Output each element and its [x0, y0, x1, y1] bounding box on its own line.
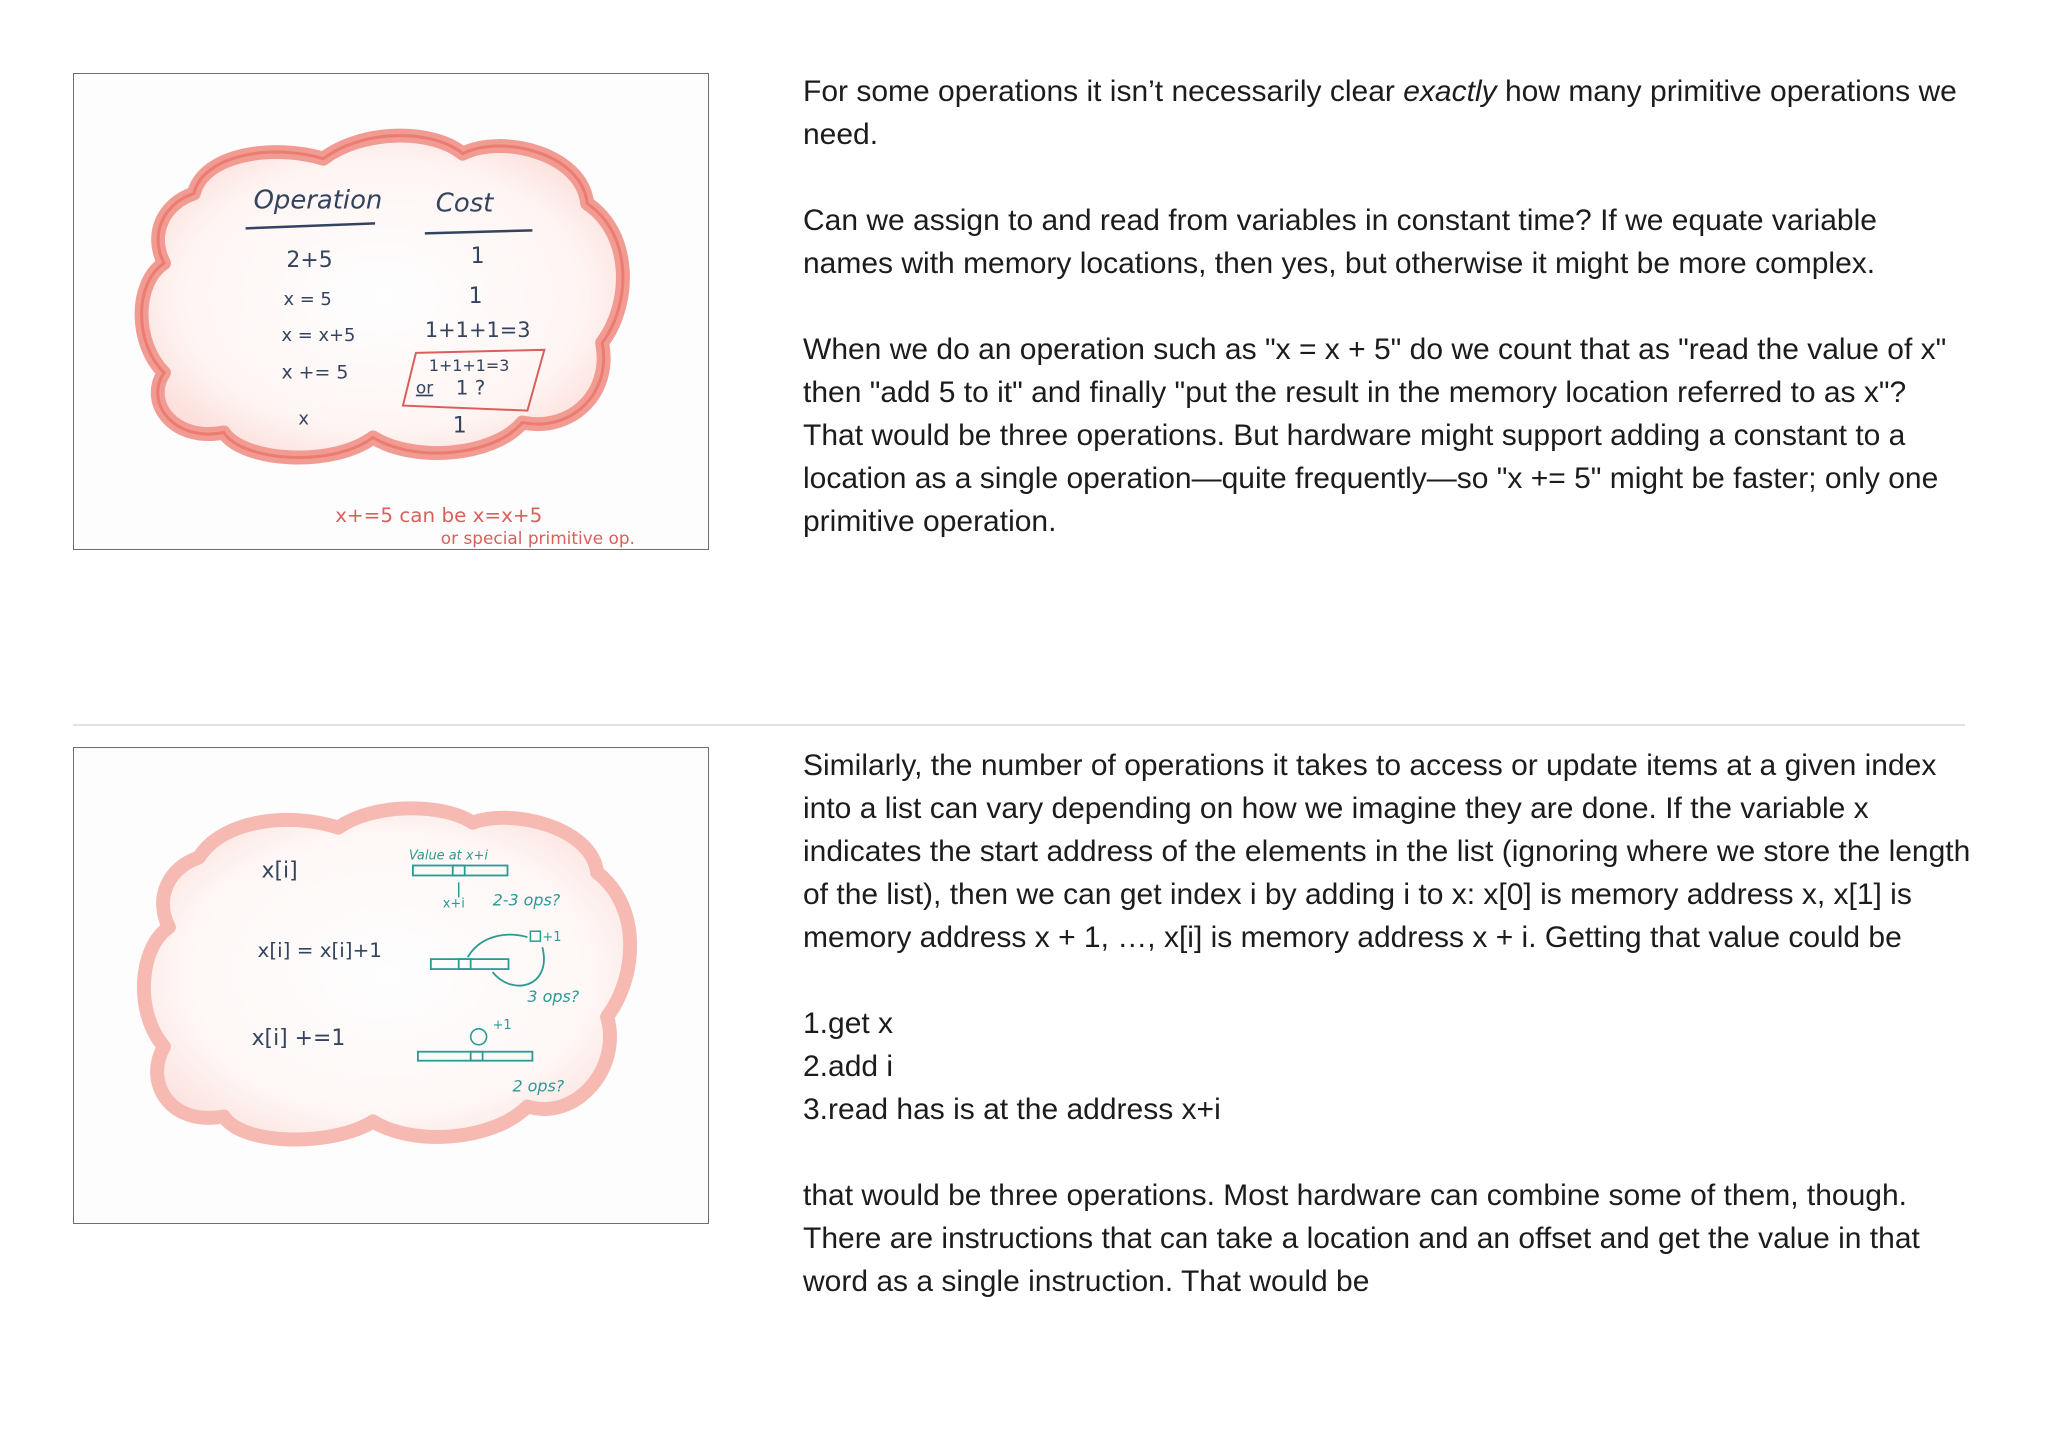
paragraph-x-plus-5: When we do an operation such as "x = x + 5" do we count that as "read the value of x" then "add 5 to it" and finally "put the result in the memory location referred to as x"? That would be three operations. But hardware might support adding a constant to a location as a single operation—quite frequently—so "x += 5" might be faster; only one primitive operation.: [803, 333, 1947, 538]
row-op-2: x = 5: [283, 289, 332, 311]
header-operation: Operation: [253, 185, 383, 216]
row-cost-1: 1: [470, 244, 485, 270]
emphasis-text: exactly: [1403, 75, 1497, 108]
expr3-ops: 2 ops?: [512, 1076, 565, 1096]
note-line-2: or special primitive op.: [440, 528, 635, 549]
paragraph-hardware-combine: that would be three operations. Most hardware can combine some of them, though. There are instructions that can take a location and an offset and get the value in that word as a single instruction. That would be: [803, 1179, 1920, 1298]
paragraph-text: For some operations it isn’t necessarily clear: [803, 75, 1404, 108]
expr3-plus: +1: [492, 1017, 512, 1033]
notes-section-1: [803, 70, 1973, 543]
operation-cost-sketch: [74, 74, 708, 549]
expr-x-i: x[i]: [261, 858, 298, 884]
row-op-1: 2+5: [286, 248, 333, 274]
label-value-at: Value at x+i: [408, 848, 488, 864]
expr-plus-assign: x[i] +=1: [251, 1025, 346, 1051]
paragraph-list-indexing: Similarly, the number of operations it takes to access or update items at a given index into a list can vary depending on how we imagine they are done. If the variable x indicates the start address of the elements in the list (ignoring where we store the length of the list), then we can get index i by adding i to x: x[0] is memory address x, x[1] is memory address x + 1, …, x[i] is memory address x + i. Getting that value could be: [803, 749, 1971, 954]
slide-image-list-indexing: [73, 747, 709, 1224]
label-x-plus-i: x+i: [442, 896, 465, 912]
or-text: or: [415, 377, 434, 398]
paragraph-constant-time: Can we assign to and read from variables in constant time? If we equate variable names with memory locations, then yes, but otherwise it might be more complex.: [803, 204, 1877, 280]
expr2-ops: 3 ops?: [527, 986, 580, 1006]
list-item-step-2: 2.add i: [803, 1050, 894, 1083]
or-value: 1 ?: [455, 376, 486, 400]
list-indexing-sketch: [74, 748, 708, 1223]
list-item-step-3: 3.read has is at the address x+i: [803, 1093, 1221, 1126]
row-cost-4: 1+1+1=3: [428, 355, 510, 375]
cloud-outline: [142, 136, 623, 458]
paragraph-text: how many primitive operations we need.: [803, 75, 1957, 151]
row-cost-2: 1: [468, 284, 483, 310]
row-op-4: x += 5: [281, 361, 349, 384]
expr-assign: x[i] = x[i]+1: [257, 939, 382, 963]
row-op-5: x: [298, 408, 309, 430]
row-cost-5: 1: [452, 413, 467, 439]
expr2-plus: +1: [542, 930, 562, 946]
section-divider: [73, 724, 1965, 726]
row-op-3: x = x+5: [281, 324, 356, 346]
row-cost-3: 1+1+1=3: [424, 317, 531, 342]
notes-section-2: [803, 744, 1973, 1303]
header-cost: Cost: [435, 188, 494, 219]
list-item-step-1: 1.get x: [803, 1007, 894, 1040]
expr1-ops: 2-3 ops?: [492, 890, 561, 910]
slide-image-operation-cost: [73, 73, 709, 550]
note-line-1: x+=5 can be x=x+5: [335, 504, 543, 528]
paragraph-primitive-ops: [803, 70, 1973, 156]
